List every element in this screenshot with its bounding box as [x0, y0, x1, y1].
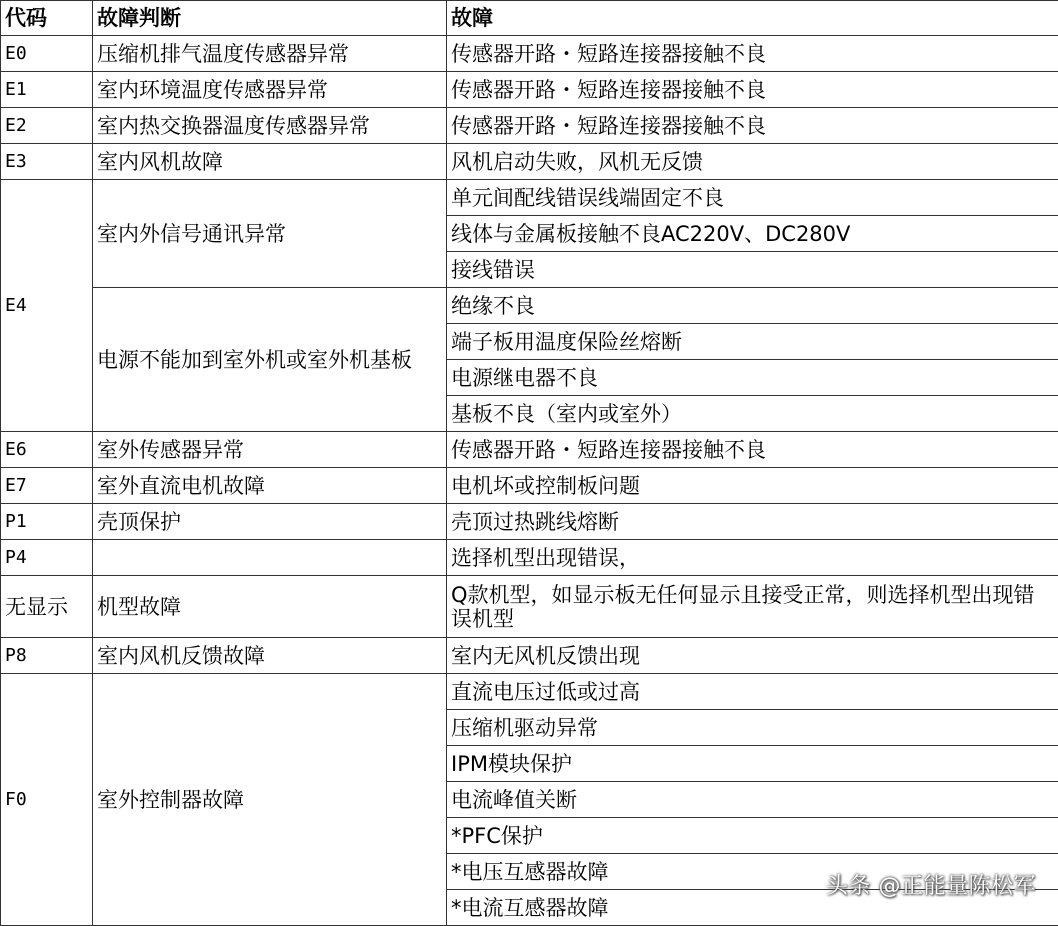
table-header-row — [1, 1, 1058, 36]
table-row — [1, 432, 1058, 468]
fault-cell: 单元间配线错误线端固定不良 — [447, 180, 1058, 216]
fault-cell: *PFC保护 — [447, 818, 1058, 854]
fault-cell: 选择机型出现错误， — [447, 540, 1058, 576]
fault-cell: 接线错误 — [447, 252, 1058, 288]
judgement-cell: 室内热交换器温度传感器异常 — [93, 108, 447, 144]
code-cell: E1 — [1, 72, 93, 108]
judgement-cell: 室外直流电机故障 — [93, 468, 447, 504]
table-row — [1, 540, 1058, 576]
judgement-cell: 壳顶保护 — [93, 504, 447, 540]
fault-cell: 线体与金属板接触不良AC220V、DC280V — [447, 216, 1058, 252]
judgement-cell: 压缩机排气温度传感器异常 — [93, 36, 447, 72]
fault-cell: 传感器开路・短路连接器接触不良 — [447, 72, 1058, 108]
fault-cell: 端子板用温度保险丝熔断 — [447, 324, 1058, 360]
header-code: 代码 — [1, 1, 93, 36]
table-row — [1, 674, 1058, 710]
code-cell: E2 — [1, 108, 93, 144]
fault-cell: 壳顶过热跳线熔断 — [447, 504, 1058, 540]
table-row — [1, 36, 1058, 72]
code-cell: P4 — [1, 540, 93, 576]
fault-cell: 电源继电器不良 — [447, 360, 1058, 396]
table-row — [1, 288, 1058, 324]
judgement-cell — [93, 540, 447, 576]
code-cell: E7 — [1, 468, 93, 504]
code-cell: 无显示 — [1, 576, 93, 638]
code-cell: E3 — [1, 144, 93, 180]
fault-cell: 基板不良（室内或室外） — [447, 396, 1058, 432]
fault-cell: 风机启动失败，风机无反馈 — [447, 144, 1058, 180]
table-row — [1, 144, 1058, 180]
fault-cell: 传感器开路・短路连接器接触不良 — [447, 432, 1058, 468]
judgement-cell: 机型故障 — [93, 576, 447, 638]
code-cell: P1 — [1, 504, 93, 540]
judgement-cell: 室外控制器故障 — [93, 674, 447, 926]
code-cell: F0 — [1, 674, 93, 926]
fault-cell: 室内无风机反馈出现 — [447, 638, 1058, 674]
judgement-cell: 电源不能加到室外机或室外机基板 — [93, 288, 447, 432]
fault-cell: 电机坏或控制板问题 — [447, 468, 1058, 504]
fault-cell: 压缩机驱动异常 — [447, 710, 1058, 746]
table-row — [1, 468, 1058, 504]
judgement-cell: 室外传感器异常 — [93, 432, 447, 468]
table-row — [1, 638, 1058, 674]
fault-cell: IPM模块保护 — [447, 746, 1058, 782]
fault-cell: *电压互感器故障 — [447, 854, 1058, 890]
judgement-cell: 室内风机故障 — [93, 144, 447, 180]
fault-cell: 绝缘不良 — [447, 288, 1058, 324]
table-row — [1, 504, 1058, 540]
fault-cell: 直流电压过低或过高 — [447, 674, 1058, 710]
fault-cell: 传感器开路・短路连接器接触不良 — [447, 36, 1058, 72]
fault-cell: *电流互感器故障 — [447, 890, 1058, 926]
table-row — [1, 180, 1058, 216]
table-row — [1, 108, 1058, 144]
code-cell: P8 — [1, 638, 93, 674]
watermark-text: 头条 @正能量陈松军 — [826, 874, 1036, 899]
fault-cell: 电流峰值关断 — [447, 782, 1058, 818]
header-fault: 故障 — [447, 1, 1058, 36]
judgement-cell: 室内风机反馈故障 — [93, 638, 447, 674]
code-cell: E0 — [1, 36, 93, 72]
fault-cell: Q款机型，如显示板无任何显示且接受正常，则选择机型出现错误机型 — [447, 576, 1058, 638]
judgement-cell: 室内环境温度传感器异常 — [93, 72, 447, 108]
judgement-cell: 室内外信号通讯异常 — [93, 180, 447, 288]
table-row — [1, 576, 1058, 638]
fault-cell: 传感器开路・短路连接器接触不良 — [447, 108, 1058, 144]
code-cell: E4 — [1, 180, 93, 432]
table-row — [1, 72, 1058, 108]
code-cell: E6 — [1, 432, 93, 468]
header-judgement: 故障判断 — [93, 1, 447, 36]
